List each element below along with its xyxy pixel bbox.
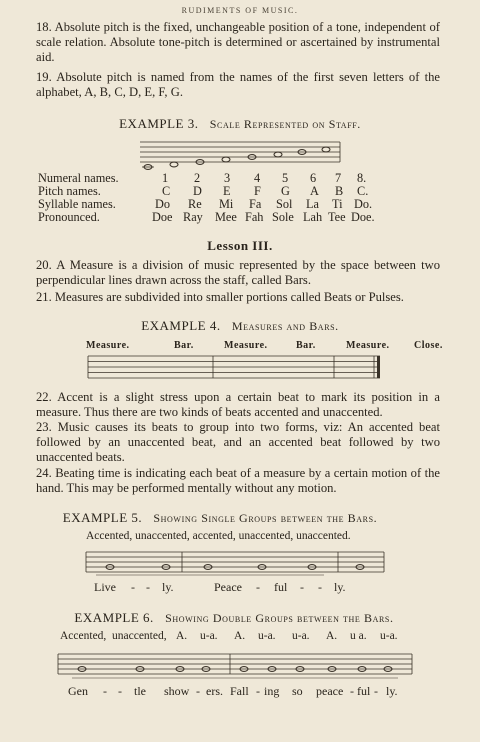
example-5-staff	[86, 550, 388, 578]
lyric-syllable: -	[300, 580, 304, 594]
example-5-heading	[0, 510, 460, 526]
lesson-heading: Lesson III.	[207, 238, 273, 253]
cell: Re	[188, 197, 202, 211]
cell: Fah	[245, 210, 264, 224]
example-5-caption: Accented, unaccented, accented, unaccented, unaccented.	[86, 530, 351, 542]
lyric-syllable: tle	[134, 684, 146, 698]
example-4-heading	[0, 318, 480, 334]
close-label: Close.	[414, 340, 443, 351]
lyric-syllable: Fall	[230, 684, 249, 698]
cell: C	[162, 184, 171, 198]
lyric-syllable: -	[350, 684, 354, 698]
cell: 5	[282, 171, 289, 185]
measure-label: Measure.	[224, 340, 268, 351]
example-4-staff	[88, 354, 384, 380]
cell: Mee	[215, 210, 237, 224]
lyric-syllable: -	[256, 684, 260, 698]
cell: Doe	[152, 210, 173, 224]
example-4-title: EXAMPLE 4.	[141, 318, 221, 333]
paragraph-21: 21. Measures are subdivided into smaller portions called Beats or Pulses.	[36, 290, 404, 304]
bar-label: Bar.	[296, 340, 316, 351]
row-label: Syllable names.	[38, 197, 116, 211]
caption-word: u-a.	[380, 630, 398, 642]
cell: Sole	[272, 210, 294, 224]
lyric-syllable: ly.	[386, 684, 398, 698]
measure-label: Measure.	[86, 340, 130, 351]
cell: 6	[310, 171, 317, 185]
cell: Mi	[219, 197, 234, 211]
measure-label: Measure.	[346, 340, 390, 351]
lyric-syllable: -	[131, 580, 135, 594]
cell: La	[306, 197, 319, 211]
cell: Doe.	[351, 210, 375, 224]
cell: Lah	[303, 210, 323, 224]
cell: Ray	[183, 210, 203, 224]
paragraph-20: 20. A Measure is a division of music represented by the space between two perpendicular lines drawn across the staff, called Bars.	[36, 258, 440, 287]
cell: 3	[224, 171, 231, 185]
cell: E	[223, 184, 231, 198]
example-5-subtitle: Showing Single Groups between the Bars.	[153, 511, 378, 525]
cell: B	[335, 184, 344, 198]
caption-word: u-a.	[292, 630, 310, 642]
running-header: RUDIMENTS OF MUSIC.	[181, 6, 299, 15]
cell: 4	[254, 171, 261, 185]
cell: F	[254, 184, 261, 198]
cell: G	[281, 184, 290, 198]
example-6-title: EXAMPLE 6.	[74, 610, 154, 625]
paragraph-19: 19. Absolute pitch is named from the names of the first seven letters of the alphabet, A, B, C, D, E, F, G.	[36, 70, 440, 99]
lyric-syllable: ing	[264, 684, 280, 698]
cell: 1	[162, 171, 169, 185]
caption-word: u a.	[350, 630, 367, 642]
caption-word: unaccented,	[112, 630, 167, 642]
paragraph-24: 24. Beating time is indicating each beat of a measure by a certain motion of the hand. This may be performed mentally without any motion.	[36, 466, 440, 495]
cell: Ti	[332, 197, 343, 211]
row-label: Pronounced.	[38, 210, 100, 224]
example-6-staff	[58, 652, 416, 682]
lyric-syllable: ly.	[162, 580, 174, 594]
example-5-title: EXAMPLE 5.	[62, 510, 143, 525]
paragraph-22: 22. Accent is a slight stress upon a certain beat to mark its position in a measure. Thus there are two kinds of beats accented and unaccented.	[36, 390, 440, 419]
cell: C.	[357, 184, 369, 198]
cell: 7	[335, 171, 342, 185]
example-3-heading	[0, 116, 480, 132]
row-label: Pitch names.	[38, 184, 101, 198]
lyric-syllable: ers.	[206, 684, 223, 698]
cell: Do	[155, 197, 171, 211]
example-6-heading	[0, 610, 474, 626]
cell: Do.	[354, 197, 373, 211]
cell: D	[193, 184, 202, 198]
lyric-syllable: Peace	[214, 580, 242, 594]
cell: Tee	[328, 210, 346, 224]
example-3-staff	[140, 137, 345, 173]
caption-word: u-a.	[258, 630, 276, 642]
example-3-title: EXAMPLE 3.	[119, 116, 199, 131]
example-6-subtitle: Showing Double Groups between the Bars.	[165, 611, 394, 625]
row-label: Numeral names.	[38, 171, 119, 185]
bar-label: Bar.	[174, 340, 194, 351]
cell: 2	[194, 171, 201, 185]
lyric-syllable: Live	[94, 580, 116, 594]
paragraph-18: 18. Absolute pitch is the fixed, unchangeable position of a tone, independent of scale relation. Absolute tone-pitch is determined or ascertained by instrumental aid.	[36, 20, 440, 64]
lyric-syllable: -	[256, 580, 260, 594]
lyric-syllable: ful	[274, 580, 288, 594]
lyric-syllable: ful	[357, 684, 371, 698]
lyric-syllable: -	[196, 684, 200, 698]
caption-word: Accented,	[60, 630, 107, 642]
cell: Sol	[276, 197, 293, 211]
caption-word: A.	[176, 630, 188, 642]
cell: Fa	[249, 197, 262, 211]
caption-word: u-a.	[200, 630, 218, 642]
lyric-syllable: show	[164, 684, 190, 698]
lyric-syllable: -	[374, 684, 378, 698]
paragraph-23: 23. Music causes its beats to group into two forms, viz: An accented beat followed by an unaccented beat, and an accented beat followed by two unaccented beats.	[36, 420, 440, 464]
caption-word: A.	[326, 630, 338, 642]
lyric-syllable: -	[318, 580, 322, 594]
lyric-syllable: -	[118, 684, 122, 698]
lyric-syllable: ly.	[334, 580, 346, 594]
lyric-syllable: peace	[316, 684, 344, 698]
lyric-syllable: -	[103, 684, 107, 698]
lyric-syllable: -	[146, 580, 150, 594]
example-3-subtitle: Scale Represented on Staff.	[209, 117, 361, 131]
cell: A	[310, 184, 319, 198]
cell: 8.	[357, 171, 367, 185]
lyric-syllable: so	[292, 684, 303, 698]
caption-word: A.	[234, 630, 246, 642]
lyric-syllable: Gen	[68, 684, 88, 698]
example-4-subtitle: Measures and Bars.	[231, 319, 339, 333]
